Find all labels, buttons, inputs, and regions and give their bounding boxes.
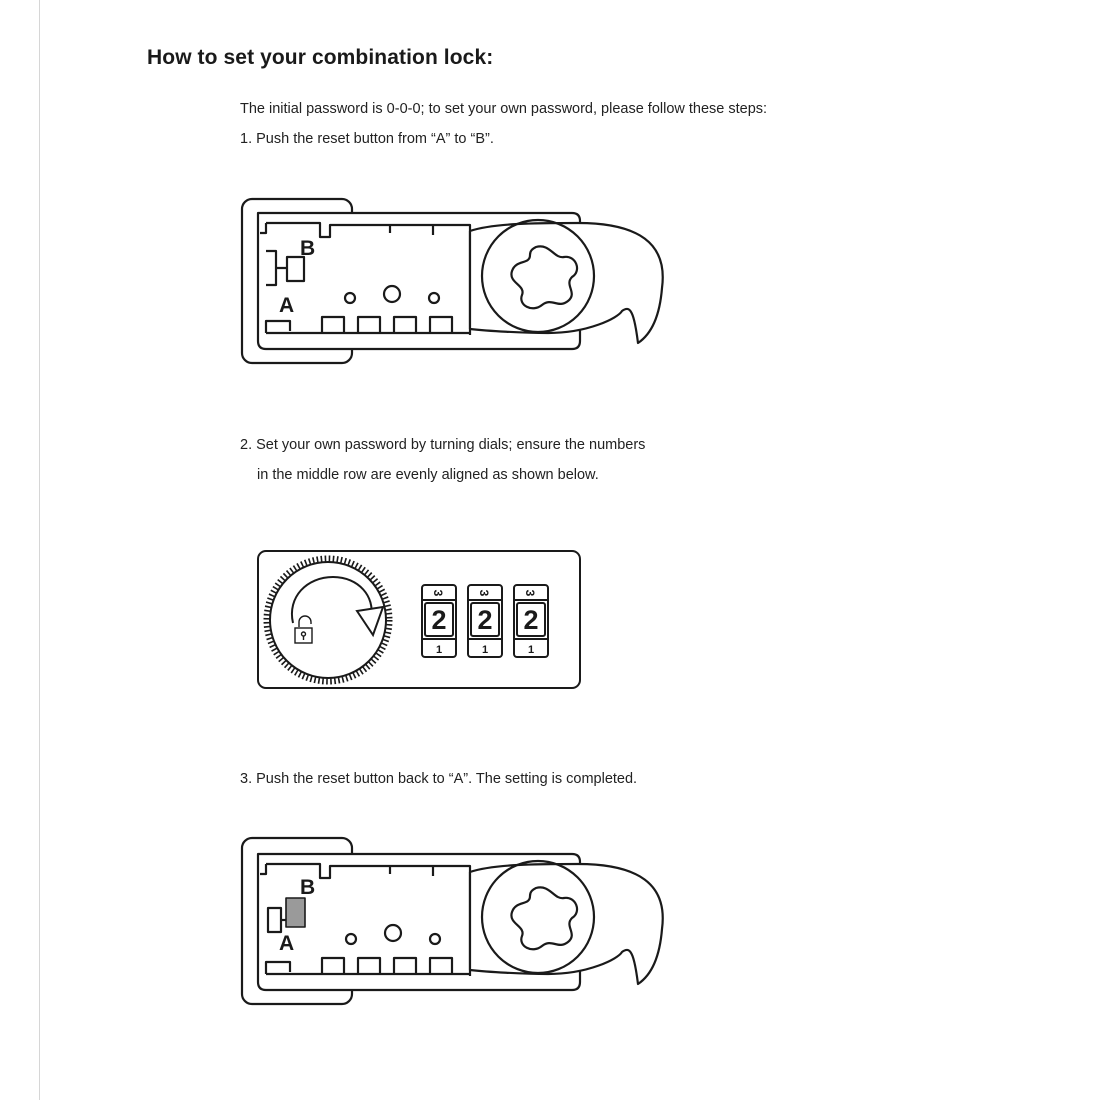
wheel-3-bottom-digit: 1 bbox=[527, 644, 535, 656]
reset-button-at-b bbox=[287, 257, 304, 281]
label-b: B bbox=[300, 876, 316, 899]
wheel-2-top-digit: 3 bbox=[477, 589, 491, 597]
number-wheel-3 bbox=[514, 585, 548, 657]
step-1-text: 1. Push the reset button from “A” to “B”. bbox=[240, 131, 494, 147]
label-a: A bbox=[279, 932, 295, 955]
reset-button-at-a bbox=[268, 908, 281, 932]
page-margin-rule bbox=[39, 0, 40, 1100]
step-2-line-2: in the middle row are evenly aligned as shown below. bbox=[257, 467, 599, 483]
intro-text: The initial password is 0-0-0; to set your own password, please follow these steps: bbox=[240, 101, 768, 117]
wheel-1-middle-digit: 2 bbox=[431, 605, 447, 635]
number-wheel-2 bbox=[468, 585, 502, 657]
dial-diagram bbox=[255, 547, 585, 693]
step-3-text: 3. Push the reset button back to “A”. The setting is completed. bbox=[240, 771, 638, 787]
page-title: How to set your combination lock: bbox=[147, 46, 494, 69]
reset-slot-b-position bbox=[286, 898, 305, 927]
label-a: A bbox=[279, 294, 295, 317]
wheel-3-middle-digit: 2 bbox=[523, 605, 539, 635]
wheel-1-top-digit: 3 bbox=[431, 589, 445, 597]
lock-diagram-step-1 bbox=[238, 193, 668, 368]
rotate-arrow-head bbox=[357, 607, 383, 635]
wheel-3-top-digit: 3 bbox=[523, 589, 537, 597]
unlock-icon bbox=[295, 616, 312, 643]
wheel-1-bottom-digit: 1 bbox=[435, 644, 443, 656]
step-2-line-1: 2. Set your own password by turning dials; ensure the numbers bbox=[240, 437, 646, 453]
label-b: B bbox=[300, 237, 316, 260]
number-wheel-1 bbox=[422, 585, 456, 657]
wheel-2-bottom-digit: 1 bbox=[481, 644, 489, 656]
wheel-2-middle-digit: 2 bbox=[477, 605, 493, 635]
lock-diagram-step-3 bbox=[238, 834, 668, 1009]
